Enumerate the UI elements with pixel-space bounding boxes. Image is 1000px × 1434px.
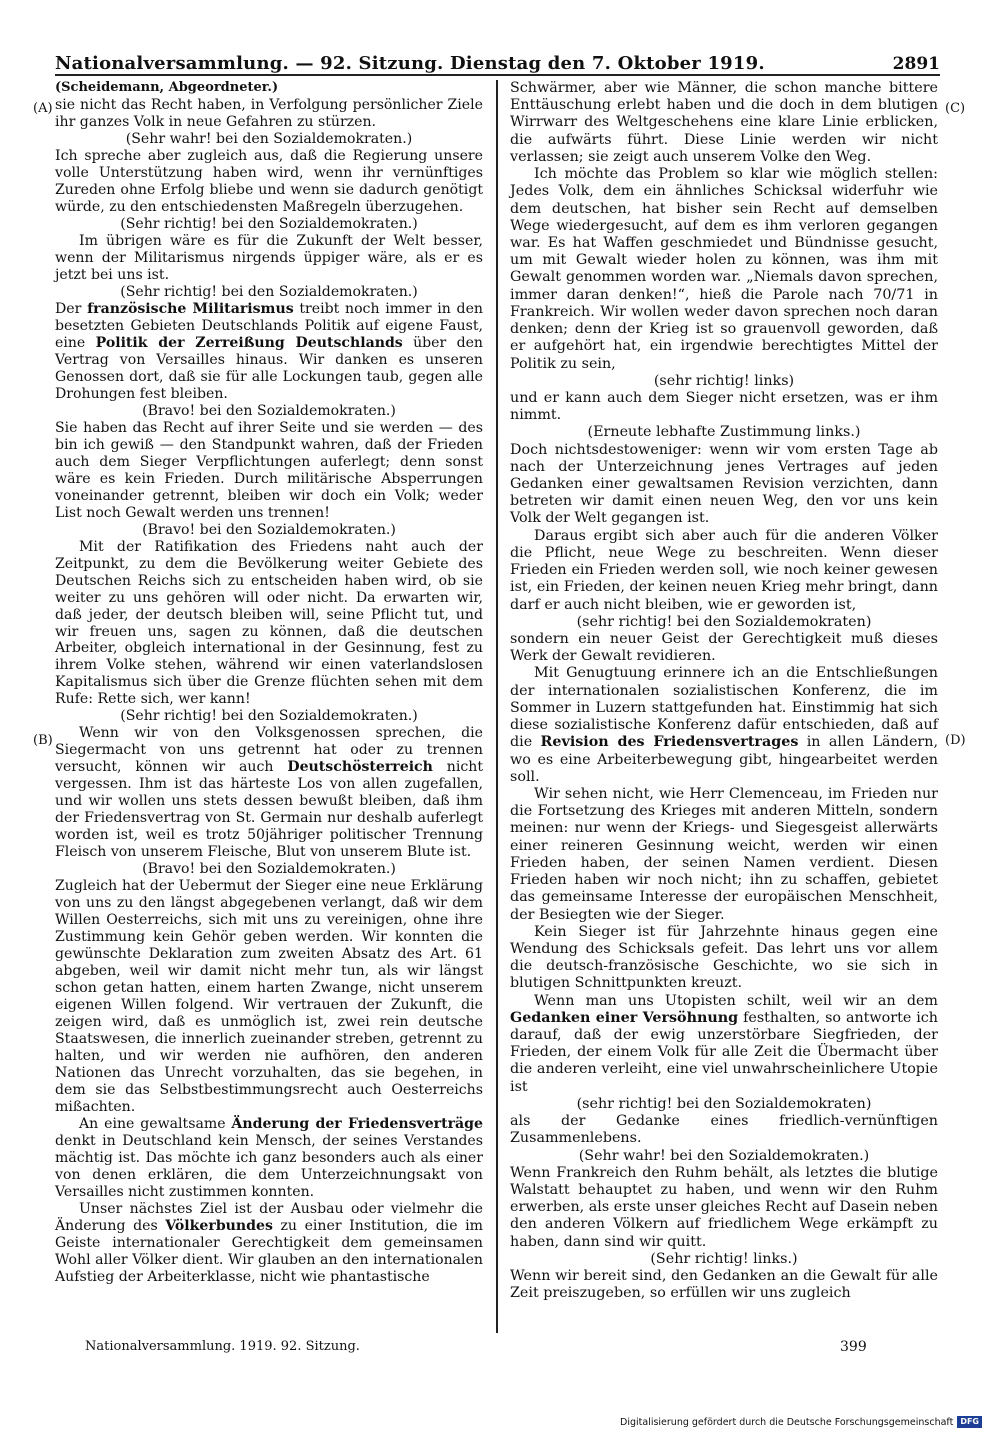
page-header <box>55 46 940 76</box>
audience-reaction: (Sehr richtig! links.) <box>650 1250 798 1267</box>
paragraph: Im übrigen wäre es für die Zukunft der Welt besser, wenn der Militarismus nirgends üppiger wäre, als er es jetzt bei uns ist. <box>55 232 483 283</box>
audience-reaction: (sehr richtig! links) <box>653 372 795 389</box>
emphasis: Gedanken einer Versöhnung <box>510 1009 739 1026</box>
footer-page-number: 399 <box>840 1339 867 1355</box>
paragraph: sondern ein neuer Geist der Gerechtigkeit muß dieses Werk der Gewalt revidieren. <box>510 631 938 665</box>
margin-marker-c: (C) <box>945 101 966 116</box>
audience-reaction: (Sehr richtig! bei den Sozialdemokraten.) <box>120 283 418 300</box>
paragraph: Wenn Frankreich den Ruhm behält, als letztes die blutige Walstatt behauptet zu haben, und wenn wir den Ruhm erwerben, als erste unser gleiches Recht auf Dasein neben den anderen Völkern auf friedlichem Wege erkämpft zu haben, dann sind wir quitt. <box>510 1164 938 1250</box>
right-column <box>510 80 938 1303</box>
margin-marker-d: (D) <box>945 733 966 748</box>
paragraph: Wir sehen nicht, wie Herr Clemenceau, im Frieden nur die Fortsetzung des Krieges mit anderen Mitteln, sondern meinen: nur wenn der Kriegs- und Siegesgeist allerwärts einer reineren Gesinnung weicht, werden wir einen Frieden haben, der seinen Namen verdient. Diesen Frieden haben wir noch nicht; ihn zu schaffen, gebietet das gemeinsame Interesse der europäischen Menschheit, der Besiegten wie der Sieger. <box>510 785 938 923</box>
audience-reaction: (Bravo! bei den Sozialdemokraten.) <box>142 861 396 878</box>
paragraph: Doch nichtsdestoweniger: wenn wir vom ersten Tage ab nach der Unterzeichnung jenes Vertrages auf jeden Gedanken einer gewaltsamen Revision verzichten, dann betreten wir damit einen neuen Weg, den vor uns kein Volk der Welt gegangen ist. <box>510 441 938 527</box>
paragraph: als der Gedanke eines friedlich-vernünftigen Zusammenlebens. <box>510 1113 938 1147</box>
emphasis: Politik der Zerreißung Deutschlands <box>95 334 403 351</box>
margin-marker-b: (B) <box>33 733 53 748</box>
left-column <box>55 80 483 1286</box>
paragraph: Daraus ergibt sich aber auch für die anderen Völker die Pflicht, neue Wege zu beschreiten. Wenn dieser Frieden ein Frieden werden soll, wie noch keiner gewesen ist, ein Frieden, der keinen neuen Krieg mehr bringt, dann darf er auch nicht bleiben, wie er geworden ist, <box>510 527 938 613</box>
audience-reaction: (Sehr wahr! bei den Sozialdemokraten.) <box>578 1147 870 1164</box>
emphasis: Revision des Friedensvertrages <box>540 734 799 751</box>
paragraph: Der französische Militarismus treibt noch immer in den besetzten Gebieten Deutschlands Politik auf eigene Faust, eine Politik der Zerreißung Deutschlands über den Vertrag von Versailles hinaus. Wir danken es unseren Genossen dort, daß sie für alle Lockungen taub, gegen alle Drohungen fest bleiben. <box>55 300 484 402</box>
emphasis: französische Militarismus <box>87 300 294 317</box>
paragraph: Kein Sieger ist für Jahrzehnte hinaus gegen eine Wendung des Schicksals gefeit. Das lehrt uns vor allem die deutsch-französische Geschichte, wo sie sich in blutigen Schnittpunkten kreuzt. <box>510 923 938 992</box>
column-divider <box>496 80 498 1333</box>
paragraph: Wenn man uns Utopisten schilt, weil wir an dem Gedanken einer Versöhnung festhalten, so antworte ich darauf, daß der ewig unzerstörbare Siegfrieden, der Frieden, der einem Volk für alle Zeit die Übermacht über die anderen verleiht, eine viel unwahrscheinlichere Utopie ist <box>510 992 938 1095</box>
audience-reaction: (sehr richtig! bei den Sozialdemokraten) <box>576 613 872 630</box>
audience-reaction: (Bravo! bei den Sozialdemokraten.) <box>142 521 396 538</box>
paragraph: Ich möchte das Problem so klar wie möglich stellen: Jedes Volk, dem ein ähnliches Schicksal widerfuhr wie dem deutschen, hat bisher sein Recht auf demselben Wege wiedergesucht, auf dem es ihm verloren gegangen war. Es hat Waffen geschmiedet und Bündnisse gesucht, um mit Gewalt wieder holen zu können, was ihm mit Gewalt genommen worden war. „Niemals davon sprechen, immer daran denken!“, hieß die Parole nach 70/71 in Frankreich. Wir wollen weder davon sprechen noch daran denken; denn der Krieg ist so grauenvoll geworden, daß er aufgehört hat, ein irgendwie berechtigtes Mittel der Politik zu sein, <box>510 166 938 372</box>
paragraph: Wenn wir von den Volksgenossen sprechen, die Siegermacht von uns getrennt hat oder zu trennen versucht, können wir auch Deutschösterreich nicht vergessen. Ihm ist das härteste Los von allen zugefallen, und wir wollen uns stets dessen bewußt bleiben, daß ihm der Friedensvertrag von St. Germain nur deshalb auferlegt worden ist, weil es trotz 50jähriger politischer Trennung Fleisch von unserem Fleische, Blut von unserem Blute ist. <box>55 725 483 861</box>
speaker-attribution: (Scheidemann, Abgeordneter.) <box>55 80 279 95</box>
paragraph: Sie haben das Recht auf ihrer Seite und sie werden — des bin ich gewiß — den Standpunkt wahren, daß der Frieden auch dem Sieger Verpflichtungen auferlegt; denn sonst wäre es kein Frieden. Durch militärische Absperrungen voneinander getrennt, bleiben wir doch ein Volk; weder List noch Gewalt werden uns trennen! <box>55 419 483 521</box>
emphasis: Änderung der Friedensverträge <box>231 1116 483 1133</box>
credit-text: Digitalisierung gefördert durch die Deutsche Forschungsgemeinschaft <box>620 1416 954 1428</box>
audience-reaction: (sehr richtig! bei den Sozialdemokraten) <box>576 1095 872 1112</box>
paragraph: Wenn wir bereit sind, den Gedanken an die Gewalt für alle Zeit preiszugeben, so erfüllen wir uns zugleich <box>510 1268 938 1302</box>
paragraph: Mit Genugtuung erinnere ich an die Entschließungen der internationalen sozialistischen Konferenz, die im Sommer in Luzern stattgefunden hat. Einstimmig hat sich diese sozialistische Konferenz dafür entschieden, daß auf die Revision des Friedensvertrages in allen Ländern, wo es eine Arbeiterbewegung gibt, hingearbeitet werden soll. <box>510 665 938 785</box>
paragraph: Ich spreche aber zugleich aus, daß die Regierung unsere volle Unterstützung haben wird, wenn ihr vernünftiges Zureden ohne Erfolg bliebe und wenn sie dadurch genötigt würde, zu den entschiedensten Maßregeln überzugehen. <box>55 147 483 215</box>
digitization-credit <box>620 1416 982 1428</box>
page-number: 2891 <box>892 54 940 74</box>
paragraph: Zugleich hat der Uebermut der Sieger eine neue Erklärung von uns zu den längst abgegebenen verlangt, daß wir dem Willen Oesterreichs, sich mit uns zu vereinigen, ohne ihre Zustimmung kein Gehör geben werden. Wir konnten die gewünschte Deklaration zum zweiten Absatz des Art. 61 abgeben, weil wir damit nicht mehr tun, als wir längst schon getan hatten, einem harten Zwange, nicht unserem eigenen Willen folgend. Wir vertrauen der Zukunft, die zeigen wird, daß es unmöglich ist, zwei rein deutsche Staatswesen, die innerlich zueinander streben, getrennt zu halten, und wir werden nie aufhören, den anderen Nationen das Unrecht vorzuhalten, das sie begehen, in dem sie das Selbstbestimmungsrecht auch Oesterreichs mißachten. <box>55 878 483 1116</box>
paragraph: sie nicht das Recht haben, in Verfolgung persönlicher Ziele ihr ganzes Volk in neue Gefahren zu stürzen. <box>55 96 483 130</box>
paragraph: Mit der Ratifikation des Friedens naht auch der Zeitpunkt, zu dem die Bevölkerung weiter Gebiete des Deutschen Reichs sich zu entscheiden haben wird, ob sie weiter zu uns gehören will oder nicht. Da erwarten wir, daß jeder, der deutsch bleiben will, seine Pflicht tut, und wir freuen uns, sagen zu können, daß die deutschen Arbeiter, obgleich international in der Gesinnung, fest zu ihrem Volke stehen, während wir einen vaterlandslosen Kapitalismus sich über die Grenze flüchten sehen mit dem Rufe: Rette sich, wer kann! <box>55 538 483 708</box>
audience-reaction: (Sehr richtig! bei den Sozialdemokraten.) <box>120 708 418 725</box>
paragraph: und er kann auch dem Sieger nicht ersetzen, was er ihm nimmt. <box>510 389 938 424</box>
audience-reaction: (Sehr wahr! bei den Sozialdemokraten.) <box>125 130 413 147</box>
paragraph: Unser nächstes Ziel ist der Ausbau oder vielmehr die Änderung des Völkerbundes zu einer Institution, die im Geiste internationaler Gerechtigkeit dem gemeinsamen Wohl aller Völker dient. Wir glauben an den internationalen Aufstieg der Arbeiterklasse, nicht wie phantastische <box>55 1200 483 1285</box>
footer-session-info: Nationalversammlung. 1919. 92. Sitzung. <box>85 1339 360 1354</box>
audience-reaction: (Sehr richtig! bei den Sozialdemokraten.) <box>120 215 418 232</box>
paragraph: An eine gewaltsame Änderung der Friedensverträge denkt in Deutschland kein Mensch, der seines Verstandes mächtig ist. Das möchte ich ganz besonders auch als einer von denen erklären, die dem Unterzeichnungsakt von Versailles nicht zustimmen konnten. <box>55 1116 483 1200</box>
audience-reaction: (Bravo! bei den Sozialdemokraten.) <box>142 402 396 419</box>
header-title: Nationalversammlung. — 92. Sitzung. Dienstag den 7. Oktober 1919. <box>55 53 765 74</box>
paragraph: Schwärmer, aber wie Männer, die schon manche bittere Enttäuschung erlebt haben und die doch in dem blutigen Wirrwarr des Weltgeschehens eine klare Linie erblicken, die aufwärts führt. Diese Linie werden wir nicht verlassen; sie zeigt auch unserem Volke den Weg. <box>510 80 938 165</box>
emphasis: Völkerbundes <box>165 1217 273 1234</box>
audience-reaction: (Erneute lebhafte Zustimmung links.) <box>587 424 861 441</box>
emphasis: Deutschösterreich <box>287 759 433 776</box>
dfg-logo: DFG <box>957 1416 982 1428</box>
margin-marker-a: (A) <box>33 101 53 116</box>
